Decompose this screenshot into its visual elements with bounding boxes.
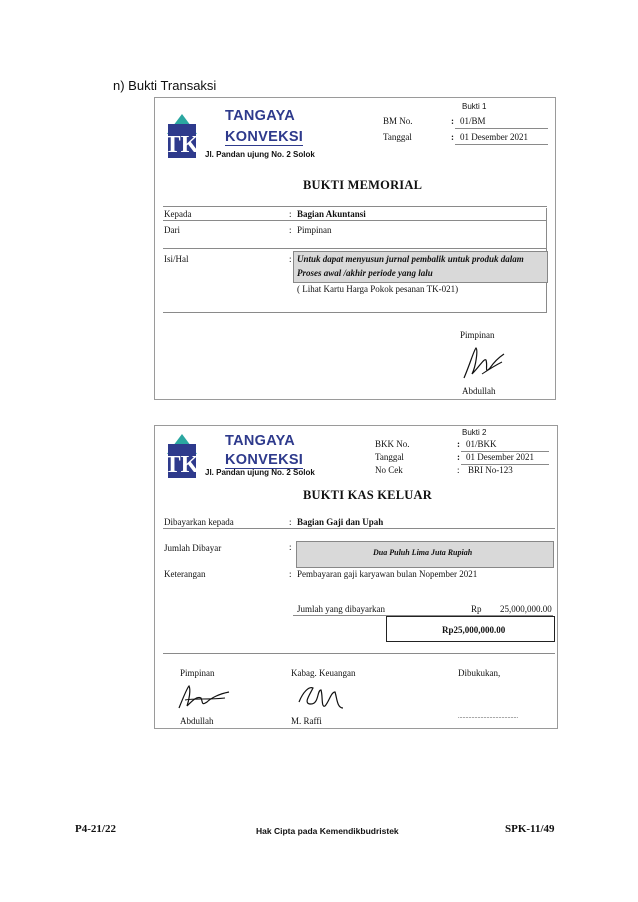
sign-name: Abdullah (462, 386, 496, 396)
no-cek-label: No Cek (375, 465, 403, 475)
bkk-no-sep: : (457, 439, 460, 449)
svg-text:TK: TK (165, 452, 199, 478)
isi-hal-label: Isi/Hal (164, 254, 189, 264)
tanggal-label: Tanggal (383, 132, 412, 142)
row-divider (163, 206, 547, 207)
bm-no-sep: : (451, 116, 454, 126)
sign-title-kabag: Kabag. Keuangan (291, 668, 356, 678)
company-address: Jl. Pandan ujung No. 2 Solok (205, 468, 315, 477)
isi-hal-note: ( Lihat Kartu Harga Pokok pesanan TK-021) (297, 284, 459, 294)
bukti-memorial-document: TK TANGAYA KONVEKSI Jl. Pandan ujung No. 2 Solok Bukti 1 BM No. : 01/BM Tanggal : 01 Desember 2021 BUKTI MEMORIAL Kepada : Bagian Akuntansi Dari : Pimpinan Isi/Hal : Untuk dapat menyusun jurnal pembalik untuk produk dalam Proses awal /akhir periode yang lalu ( Lihat Kartu Harga Pokok pesanan TK-021) Pimpinan Abdullah (154, 97, 556, 400)
sign-title: Pimpinan (460, 330, 495, 340)
total-amount: 25,000,000.00 (500, 604, 552, 614)
isi-hal-line2: Proses awal /akhir periode yang lalu (297, 268, 433, 278)
company-name-line2: KONVEKSI (225, 129, 304, 145)
keterangan-value: Pembayaran gaji karyawan bulan Nopember 2021 (297, 569, 478, 579)
isi-hal-line1: Untuk dapat menyusun jurnal pembalik untuk produk dalam (297, 254, 524, 264)
row-divider (163, 528, 555, 529)
bm-no-underline (455, 128, 548, 129)
bukti-label: Bukti 2 (462, 428, 487, 437)
kepada-value: Bagian Akuntansi (297, 209, 366, 219)
footer-left: P4-21/22 (75, 823, 116, 835)
keterangan-label: Keterangan (164, 569, 206, 579)
company-name-line1: TANGAYA (225, 108, 296, 124)
document-title: BUKTI MEMORIAL (303, 178, 423, 192)
sign-title-dibukukan: Dibukukan, (458, 668, 501, 678)
signature-image (295, 682, 351, 712)
sign-name-kabag: M. Raffi (291, 716, 322, 726)
company-name-line2: KONVEKSI (225, 452, 304, 468)
currency-label: Rp (471, 604, 482, 614)
kepada-label: Kepada (164, 209, 192, 219)
tanggal-sep: : (457, 452, 460, 462)
amount-words: Dua Puluh Lima Juta Rupiah (373, 548, 473, 557)
bkk-no-label: BKK No. (375, 439, 410, 449)
jumlah-dibayar-label: Jumlah Dibayar (164, 543, 222, 553)
signature-image (175, 682, 231, 712)
row-divider (163, 653, 555, 654)
tanggal-sep: : (451, 132, 454, 142)
sign-name-dibukukan: ........................................ (458, 714, 518, 720)
tanggal-value: 01 Desember 2021 (460, 132, 528, 142)
row-divider (163, 312, 547, 313)
sign-title-pimpinan: Pimpinan (180, 668, 215, 678)
company-logo (165, 432, 199, 480)
bm-no-value: 01/BM (460, 116, 486, 126)
section-heading: n) Bukti Transaksi (113, 78, 217, 93)
dari-value: Pimpinan (297, 225, 332, 235)
footer-right: SPK-11/49 (505, 823, 555, 835)
svg-text:TK: TK (165, 132, 199, 158)
tanggal-underline (455, 144, 548, 145)
sign-name-pimpinan: Abdullah (180, 716, 214, 726)
tanggal-value: 01 Desember 2021 (466, 452, 534, 462)
footer-center: Hak Cipta pada Kemendikbudristek (256, 826, 399, 836)
dibayarkan-label: Dibayarkan kepada (164, 517, 234, 527)
no-cek-sep: : (457, 465, 460, 475)
bm-no-label: BM No. (383, 116, 413, 126)
bukti-label: Bukti 1 (462, 102, 487, 111)
signature-image (460, 344, 506, 382)
company-address: Jl. Pandan ujung No. 2 Solok (205, 150, 315, 159)
bukti-kas-keluar-document: TK TANGAYA KONVEKSI Jl. Pandan ujung No. 2 Solok Bukti 2 BKK No. : 01/BKK Tanggal : 01 Desember 2021 No Cek : BRI No-123 BUKTI KAS KELUAR Dibayarkan kepada : Bagian Gaji dan Upah Jumlah Dibayar : Dua Puluh Lima Juta Rupiah Keterangan : Pembayaran gaji karyawan bulan Nopember 2021 Jumlah yang dibayarkan Rp 25,000,000.00 Rp25,000,000.00 Pimpinan Kabag. Keuangan Dibukukan, Abdullah M. Raffi ........................................ (154, 425, 558, 729)
bkk-no-value: 01/BKK (466, 439, 497, 449)
row-divider (163, 248, 547, 249)
company-logo (165, 112, 199, 160)
dari-label: Dari (164, 225, 180, 235)
row-divider (163, 220, 547, 221)
document-title: BUKTI KAS KELUAR (303, 488, 432, 502)
total-box-value: Rp25,000,000.00 (442, 625, 506, 635)
company-name-line1: TANGAYA (225, 433, 296, 449)
tanggal-label: Tanggal (375, 452, 404, 462)
dibayarkan-value: Bagian Gaji dan Upah (297, 517, 384, 527)
no-cek-value: BRI No-123 (468, 465, 513, 475)
total-label: Jumlah yang dibayarkan (297, 604, 385, 614)
